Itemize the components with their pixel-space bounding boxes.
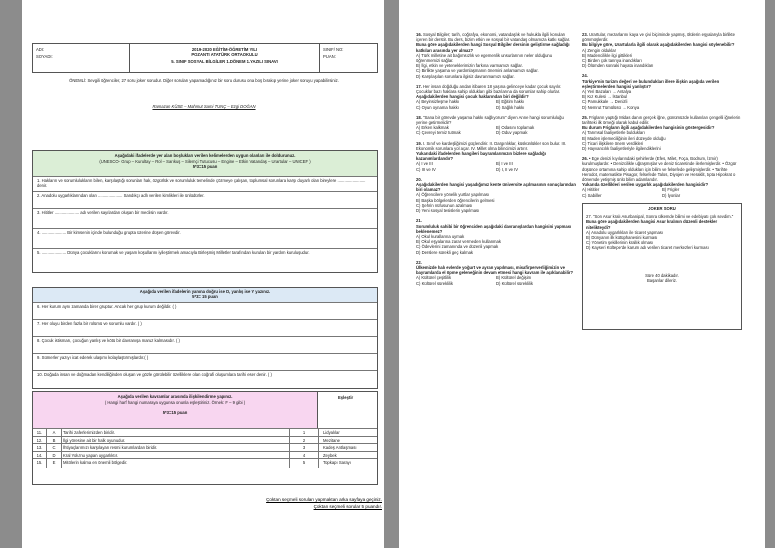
match-num: 2 [289, 437, 319, 446]
answer-option[interactable]: C) Birlikte yaşama ve yardımlaşmanın önemini anlamamızı sağlar. [416, 68, 539, 74]
answer-option[interactable]: C) Pamukkale → Denizli [582, 99, 628, 105]
question-item [582, 156, 742, 198]
answer-option[interactable]: A) Beyinsizleşme hakkı [416, 99, 460, 105]
tf-item [33, 336, 377, 354]
title-line-3: 5. SINIF SOSYAL BİLGİLER 1.DÖNEM 1.YAZILI SINAVI [171, 59, 278, 65]
class-cell [319, 44, 378, 72]
true-false-section [32, 287, 378, 389]
question-prompt: Yukarıda özellikleri verilen uygarlık aşağıdakilerden hangisidir? [582, 182, 709, 188]
question-prompt: Bu bilgiye göre, Urartularla ilgili olarak aşağıdakilerden hangisi söylenebilir? [582, 42, 735, 48]
question-number: 17. [416, 83, 422, 89]
question-item [582, 73, 742, 109]
fill-item-text: 1. Hakların ve sorumlulukların bilen, karşılaştığı sorunları hak, özgürlük ve sorumluluk temelinde çözmeye çalışan, toplumsal sorunlara karşı duyarlı olan bireylere ........................ denir. [37, 178, 366, 189]
questions-column-right [582, 32, 742, 330]
match-number: 12. [33, 437, 47, 446]
fill-blank-section [32, 150, 378, 273]
question-number: 25. [582, 114, 588, 120]
answer-option[interactable]: A) Erken kalkmak [416, 125, 449, 131]
question-number: 26. [582, 156, 588, 162]
answer-options [582, 89, 742, 110]
question-number: 22. [416, 259, 422, 265]
joker-option: D) Kayseri Kültepe'de karum adı verilen ticaret merkezleri kurması [586, 245, 709, 251]
tf-item-text: 10. Doğada insan ve doğmadan kendiliğinden oluşan ve gözle görülebilir özelliklere olan coğrafi oluşumlara tarihi eser denir. ( ) [37, 372, 272, 377]
answer-options [416, 192, 576, 213]
match-right-text: Kadeş Antlaşması [323, 445, 357, 451]
answer-option[interactable]: B) Kız Kulesi → İstanbul [582, 94, 628, 100]
answer-options [416, 99, 576, 109]
surname-label: SOYADI: [36, 54, 53, 59]
section1-points: 5*3=15 puan [192, 164, 218, 170]
answer-options [416, 161, 576, 171]
question-text: Frigların yaptığı Midas danın gerçek iğne, günümüzde kullanılan çengelli iğnelerin tarihteki ilk örneği olarak kabul edilir. [582, 114, 741, 126]
match-num: 3 [289, 444, 319, 453]
question-number: 16. [416, 32, 422, 37]
section2-title: Aşağıda verilen ifadelerin yanına doğru ise D, yanlış ise Y yazınız. [139, 289, 271, 294]
answer-option[interactable]: A) Zengin olduklar [582, 47, 616, 53]
fill-item-text: 5. ..................... Dünya çocuklarını korumak ve yaşam koşullarını iyileştirmek amacıyla Birleşmiş Milletler tarafından kurulan bir yardım kuruluşudur. [37, 250, 310, 255]
answer-option[interactable]: D) Ölümden sonraki hayata inandıkları [582, 63, 654, 69]
fill-item-text: 3. Hititler ..................... adı verilen sayılardan oluşan bir meclisin vardır. [37, 210, 169, 215]
match-num: 5 [289, 459, 319, 468]
question-item [416, 218, 576, 254]
answer-option[interactable]: B) Eğitim hakkı [496, 99, 525, 105]
question-stem [582, 115, 742, 125]
name-cell [33, 44, 130, 72]
footer-line-1: Çoktan seçmeli soruları yapmaktan arka sayfaya geçiniz. [266, 497, 382, 502]
question-prompt: Aşağıdakilerden hangisi çocuk haklarından biri değildir? [416, 94, 529, 100]
matching-section [32, 391, 378, 485]
question-item [416, 141, 576, 172]
answer-option[interactable]: C) III ve IV [416, 166, 436, 172]
match-row [33, 458, 377, 467]
exam-note: ÖNEMLİ: Sevgili öğrenciler, 27 soru joker sorudur. Diğer soruları yapamadığınız bir soru durusu ona boş bırakıp yerine joker soruyu yapabilirsiniz. [69, 78, 339, 83]
answer-options [416, 53, 576, 79]
question-stem [416, 141, 576, 151]
match-num: 4 [289, 452, 319, 461]
match-left-text: İlgi yöresine ait bir halk oyunudur. [63, 437, 126, 443]
section2-head [33, 288, 377, 303]
answer-option[interactable]: D) Kültürel süreklilik [496, 280, 533, 286]
match-right-text: Lidyalılar [323, 430, 340, 435]
answer-option[interactable]: C) Ticari ilişkilere önem verdikleri [582, 140, 644, 146]
answer-option[interactable]: B) Frigler [662, 187, 680, 193]
match-right-text: Mezitane [323, 437, 340, 443]
match-num: 1 [289, 429, 319, 438]
fill-item [33, 208, 377, 229]
answer-options [582, 187, 742, 197]
answer-options [582, 48, 742, 69]
answer-option[interactable]: D) Sağlık hakkı [496, 104, 525, 110]
exam-title [130, 44, 319, 72]
question-item [416, 177, 576, 213]
match-letter: D [47, 452, 62, 461]
answer-option[interactable]: C) Birden çok tanrıya inandıkları [582, 58, 642, 64]
answer-option[interactable]: C) Çevreyi temiz tutmak [416, 130, 461, 136]
question-item [582, 32, 742, 68]
joker-options [583, 230, 741, 251]
score-label: PUAN: [323, 54, 336, 59]
authors: Ramazan KÜSE – Mahmut Sami TUNÇ – Ezgi DOĞAN [152, 104, 256, 109]
section3-subtitle: ( Hangi harf hangi numaraya uygunsa onunla eşleştiriniz. Örnek: F – 9 gibi ) [104, 400, 246, 406]
match-right-text: Topkapı Sarayı [323, 460, 351, 466]
match-number: 11. [33, 429, 47, 438]
question-text: • Ege denizi kıyılarındaki şehirlerde (Efes, Milet, Foça, Bodrum, İzmir) kurulmuşlardır. • Denizcilikle uğraşmışlar ve deniz ticaretinde ilerlemişlerdir. • Özgür düşünce ortamına sahip oldukları için bilim ve felsefede gelişmişlerdir. • Tarihte Herodot, matematikte Pisagor, felsefede Talos, Diyojen ve Heraklit, tıpta Hipokrat o dönemde yetişmiş ünlü bilim adamlarıdır. [582, 156, 737, 183]
answer-option[interactable]: B) Okul eşyalarına zarar vermeden kullanmak [416, 239, 501, 245]
tf-item-text: 6. Her kurum aynı zamanda birer gruptur. Ancak her grup kurum değildir. ( ) [37, 304, 177, 309]
tf-item [33, 370, 377, 389]
answer-option[interactable]: D) İyonlar [662, 192, 681, 198]
match-number: 15. [33, 459, 47, 468]
question-prompt: Sorumluluk sahibi bir öğrenciden aşağıdaki davranışlardan hangisini yapması beklenemez? [416, 223, 572, 234]
match-letter: E [47, 459, 62, 468]
question-number: 19. [416, 140, 422, 146]
class-label: SINIF/ NO: [323, 47, 344, 52]
answer-option[interactable]: D) Derslere sürekli geç kalmak [416, 249, 474, 255]
question-item [416, 260, 576, 286]
answer-option[interactable]: B) Başka bölgelerden öğrencilerin gelmesi [416, 197, 495, 203]
answer-option[interactable]: B) Odasını toplamak [496, 125, 535, 131]
question-stem [582, 156, 742, 182]
match-number: 13. [33, 444, 47, 453]
fill-item-text: 2. Anadolu uygarlıklarından olan ..................... Sandıkçı adlı verilen kimlikleri ile ünlüdürler. [37, 193, 205, 198]
match-letter: A [47, 429, 62, 438]
joker-text: 27. "Son Asur kralı Asurbanipal, Sonra ülkemde bilimi ve edebiyatı çok sevdim." [586, 214, 734, 220]
fill-item [33, 191, 377, 209]
answer-option[interactable]: A) I ve III [416, 161, 433, 167]
answer-option[interactable]: D) Nemrut Tümülüsü → Konya [582, 104, 640, 110]
question-text: I. Sınıf ve kardeşliğimizi güçlendirir. II. Dargınlıklar, küskünlükler son bulur. III. Ekonomik sorunlara yol açar. IV. Millet olma bilincimizi artırır. [416, 140, 567, 151]
question-stem [416, 84, 576, 94]
answer-option[interactable]: C) Ödevlerini zamanında ve düzenli yapmak [416, 244, 499, 250]
question-number: 18. [416, 114, 422, 120]
answer-option[interactable]: A) Tarımsal faaliyetlerle buldukları [582, 130, 645, 136]
fill-item-text: 4. ..................... Bir kimsenin içinde bulunduğu grupta üzerine düşen görevdir. [37, 230, 181, 235]
section2-points: 5*3= 15 puan [192, 294, 218, 300]
title-line-1: 2019-2020 EĞİTİM-ÖĞRETİM YILI [191, 47, 258, 52]
joker-box [582, 203, 742, 330]
section3-head [33, 392, 318, 429]
joker-option: A) Anadolu uygarlıkları ile ticaret yapması [586, 229, 664, 235]
question-prompt: Yukarıdaki ifadelerden hangileri bayramlarımızın bizlere sağladığı kazanımlardandır? [416, 151, 546, 162]
answer-option[interactable]: A) Öğrencilere yönelik yurtlar yapılması [416, 192, 490, 198]
answer-option[interactable]: D) Hayvancılık faaliyetleriyle ilgilendiklerini [582, 146, 661, 152]
answer-option[interactable]: A) Okul kurallarına uymak [416, 233, 465, 239]
joker-question: Buna göre aşağıdakilerden hangisi Asur kralının düzenli destekler nitelikteydi? [586, 219, 718, 230]
answer-option[interactable]: A) Türk milletine ait bağımsızlık ve egemenlik unsurlarının neler olduğunu öğrenmemizi sağlar. [416, 52, 553, 64]
answer-options [416, 234, 576, 255]
match-left-text: Mitölerin kalma en önemli bölgedir. [63, 460, 128, 466]
question-text: Her insan doğduğu andan itibaren 18 yaşına gelinceye kadar çocuk sayılır. Çocuklar bazı haklara sahip oldukları gibi bazılarına da sorumlar sahip olurlar. [416, 83, 562, 95]
joker-option: B) Dünyanın ilk kütüphanesini kurması [586, 234, 658, 240]
questions-column-left [416, 32, 576, 291]
answer-option[interactable]: C) Şehrin nüfusunun azalması [416, 202, 473, 208]
answer-option[interactable]: D) Karşılaşılan sorunlara ilgisiz davranmamızı sağlar. [416, 73, 515, 79]
question-prompt: Türkiye'nin turizm değeri ve bulundukları illere ilişkin aşağıda verilen eşleştirmelerden hangisi yanlıştır? [582, 78, 720, 89]
fill-item [33, 228, 377, 249]
fill-item [33, 176, 377, 192]
section1-head [33, 151, 377, 177]
footer-line-2: Çoktan seçmeli sorular 5 puandır. [313, 504, 382, 509]
questions-list [582, 32, 742, 198]
tf-item-text: 8. Çocuk istismarı, çocuğun yanlış ve kötü bir davranışa maruz kalmasıdır. ( ) [37, 338, 180, 343]
tf-item-text: 9. Sümerler yazıyı icat ederek ulaşımı kolaylaştırmışlardır.( ) [37, 355, 149, 360]
question-prompt: Bu durum Frigların ilgili aşağıdakilerden hangisinin göstergesidir? [582, 125, 715, 131]
answer-option[interactable]: B) I ve III [496, 161, 513, 167]
answer-option[interactable]: B) İlgi, etkin ve yeteneklerimizin farkına varmamızı sağlar. [416, 63, 523, 69]
answer-option[interactable]: B) Kültürel değişim [496, 275, 532, 281]
question-item [582, 115, 742, 151]
question-prompt: Aşağıdakilerden hangisi yaşadığımız kente üniversite açılmasının sonuçlarından biri olamaz? [416, 182, 576, 193]
answer-option[interactable]: C) Sabiller [582, 192, 602, 198]
exam-header [32, 43, 378, 73]
exam-page-front [22, 0, 384, 548]
match-label: Eşleştir [338, 395, 354, 400]
section3-title: Aşağıda verilen kavramlar arasında ilişkilendirme yapınız. [117, 394, 233, 399]
answer-option[interactable]: B) Maden işlemeciliğinin ileri düzeyde olduğu [582, 135, 666, 141]
question-number: 23. [582, 32, 588, 37]
answer-option[interactable]: B) Madencilikle ilgi gittikleri [582, 52, 633, 58]
answer-options [416, 275, 576, 285]
question-number: 24. [582, 73, 588, 79]
question-prompt: Buna göre aşağıdakilerden hangi Sosyal Bilgiler dersinin geliştirme sağladığı katkıları arasında yer almaz? [416, 42, 570, 53]
answer-option[interactable]: D) I, II ve IV [496, 166, 519, 172]
answer-options [582, 130, 742, 151]
question-stem [416, 115, 576, 125]
answer-option[interactable]: C) Kültürel süreklilik [416, 280, 453, 286]
question-item [416, 84, 576, 110]
match-left-text: İhtiyaçlarımızı karşılayan resmi kurumlardan biridir. [63, 445, 158, 451]
exam-page-back [399, 0, 765, 548]
match-letter: B [47, 437, 62, 446]
section1-words: (UNESCO- Grup – Kurultay – Rol – Sarıkuş – Silemçi Tutucusu – Engine – Etkin Vatandaş – Urartular – UNICEF ) [99, 159, 311, 165]
section1-title: Aşağıdaki ifadelerde yer alan boşlukları verilen kelimelerden uygun olanları ile doldurunuz. [114, 153, 296, 158]
question-number: 21. [416, 218, 422, 224]
answer-option[interactable]: A) Yeri Bazaları → Antalya [582, 89, 632, 95]
question-number: 20. [416, 176, 422, 182]
match-left-text: Kral Yolu'nu yapan uygarlıktır. [63, 452, 119, 458]
tf-item-text: 7. Her oluyu birden fazla bir rolümü ve sorumlu vardır. ( ) [37, 321, 142, 326]
title-line-2: POZANTI ATATÜRK ORTAOKULU [191, 52, 258, 58]
question-stem [582, 32, 742, 42]
answer-options [416, 125, 576, 135]
question-item [416, 115, 576, 136]
answer-option[interactable]: A) Hititler [582, 187, 600, 193]
joker-closing-1: Süre 40 dakikadır. [645, 272, 679, 278]
joker-closing-2: Başarılar dileriz. [646, 277, 678, 283]
answer-option[interactable]: D) Yeni sosyal tesislerin yapılması [416, 208, 480, 214]
question-text: Urartular, mezarlarını kaya ve çivi biçiminde yapmış, ölülerin eşyalarıyla birlikte gömmüşlerdir. [582, 32, 735, 43]
question-item [416, 32, 576, 79]
question-stem [416, 32, 576, 42]
fill-item [33, 248, 377, 273]
question-text: "Sana bir görevde yaşama hakkı sağlıyorum" diyen Anne hangi sorumluluğu yerine getirmelidir? [416, 114, 564, 126]
match-number: 14. [33, 452, 47, 461]
joker-option: C) Yönetim şekillerinin krallık olması [586, 240, 654, 246]
answer-option[interactable]: D) Oduv yapmak [496, 130, 528, 136]
tf-item [33, 353, 377, 371]
section3-points: 5*3=15 puan [162, 410, 188, 416]
name-label: ADI: [36, 47, 45, 52]
tf-item [33, 319, 377, 337]
answer-option[interactable]: C) Oyun oynama hakkı [416, 104, 459, 110]
joker-title: JOKER SORU [648, 205, 676, 211]
question-text: Sosyal Bilgiler; tarih, coğrafya, ekonomi, vatandaşlık ve hukukla ilgili konuları içeren bir derstir. Bu ders, bizim etkin ve sosyal bir vatandaş olmamıza katkı sağlar. [416, 32, 571, 43]
tf-item [33, 302, 377, 320]
match-right-text: Zeybek [323, 452, 337, 458]
match-left-text: Tarihi zaferlerimizden biridir. [63, 430, 115, 435]
question-prompt: Ülkemizde halı evlerde yoğurt ve ayran yapılması, misafirperverliğimizin ve bayramlarda el öpme geleneğinin devam etmesi hangi kavram ile açıklanabilir? [416, 264, 574, 276]
answer-option[interactable]: A) Kültürel çeşitlilik [416, 275, 452, 281]
match-letter: C [47, 444, 62, 453]
